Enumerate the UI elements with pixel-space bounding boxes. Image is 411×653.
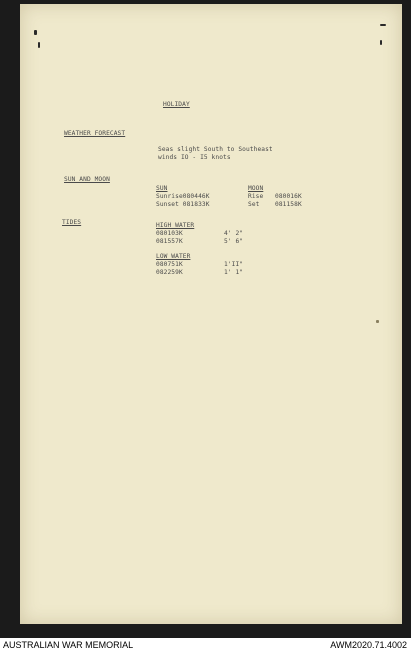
institution-caption: AUSTRALIAN WAR MEMORIAL (3, 640, 134, 650)
high-water-time: 081557K (156, 238, 183, 245)
accession-number: AWM2020.71.4002 (330, 640, 407, 650)
sunset-value: Sunset 081833K (156, 201, 210, 208)
low-water-height: 1'II" (224, 261, 244, 268)
high-water-time: 080103K (156, 230, 183, 237)
punch-mark (34, 30, 37, 35)
high-water-height: 4' 2" (224, 230, 244, 237)
moon-rise-value: 080016K (275, 193, 302, 200)
punch-mark (38, 42, 40, 48)
moon-set-value: 081158K (275, 201, 302, 208)
high-water-heading: HIGH WATER (156, 222, 195, 229)
punch-mark (380, 40, 382, 45)
punch-mark (380, 24, 386, 26)
weather-heading: WEATHER FORECAST (64, 130, 126, 137)
low-water-heading: LOW WATER (156, 253, 191, 260)
tides-heading: TIDES (62, 219, 82, 226)
caption-bar (0, 638, 411, 653)
sun-moon-heading: SUN AND MOON (64, 176, 110, 183)
moon-heading: MOON (248, 185, 264, 192)
low-water-time: 082259K (156, 269, 183, 276)
punch-mark (376, 320, 379, 323)
sun-heading: SUN (156, 185, 168, 192)
sunrise-value: Sunrise080446K (156, 193, 210, 200)
document-page (20, 4, 402, 624)
document-title: HOLIDAY (163, 101, 190, 108)
low-water-height: 1' 1" (224, 269, 244, 276)
weather-line-2: winds IO - I5 knots (158, 154, 231, 161)
moon-set-label: Set (248, 201, 260, 208)
high-water-height: 5' 6" (224, 238, 244, 245)
moon-rise-label: Rise (248, 193, 264, 200)
weather-line-1: Seas slight South to Southeast (158, 146, 273, 153)
low-water-time: 080751K (156, 261, 183, 268)
